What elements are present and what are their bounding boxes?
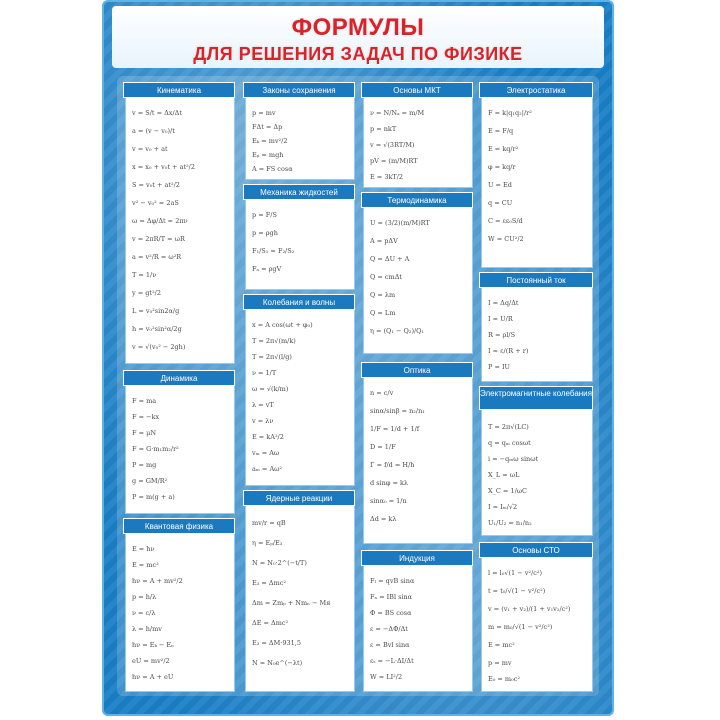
conservation-box: p = mv FΔt = Δp Eₖ = mv²/2 Eₚ = mgh A = FS cosα: [245, 86, 355, 180]
fluids-box: p = F/S p = ρgh F₁/S₁ = F₂/S₂ Fₐ = ρgV: [245, 188, 355, 290]
sto-box: l = l₀√(1 − v²/c²) t = t₀/√(1 − v²/c²) v = (v₁ + v₂)/(1 + v₁v₂/c²) m = m₀/√(1 − v²/c²) E = mc² p = mv E₀ = m₀c²: [481, 546, 593, 692]
section-header-em-oscillations: Электромагнитные колебания: [479, 386, 593, 410]
section-header-sto: Основы СТО: [479, 542, 593, 558]
em-oscillations-box: T = 2π√(LC) q = qₘ cosωt i = −qₘω sinωt X_L = ωL X_C = 1/ωC I = Iₘ/√2 U₁/U₂ = n₁/n₂: [481, 392, 593, 536]
section-header-electrostatics: Электростатика: [479, 82, 593, 98]
formula-panel: [117, 76, 599, 696]
section-header-thermo: Термодинамика: [361, 192, 473, 208]
poster: [102, 0, 614, 716]
poster-subtitle: ДЛЯ РЕШЕНИЯ ЗАДАЧ ПО ФИЗИКЕ: [193, 44, 523, 64]
oscillations-box: x = A cos(ωt + φ₀) T = 2π√(m/k) T = 2π√(l/g) ν = 1/T ω = √(k/m) λ = vT v = λν E = kA²/2 vₘ = Aω aₘ = Aω²: [245, 298, 355, 486]
mkt-box: ν = N/Nₐ = m/M p = nkT v = √(3RT/M) pV = (m/M)RT E = 3kT/2: [363, 86, 473, 188]
nuclear-box: mv/r = qB η = Eₚ/E₃ N = N₀·2^(−t/T) E₃ = Δmc² Δm = Zmₚ + Nmₙ − Mя ΔE = Δmc² E₃ = ΔM·931,5 N = N₀e^(−λt): [245, 494, 355, 692]
section-header-dynamics: Динамика: [123, 370, 235, 386]
dc-box: I = Δq/Δt I = U/R R = ρl/S I = ε/(R + r) P = IU: [481, 276, 593, 382]
section-header-conservation: Законы сохранения: [243, 82, 355, 98]
quantum-box: E = hν E = mc² hν = A + mv²/2 p = h/λ ν = c/λ λ = h/mv hν = Eₖ − Eₙ eU = mv²/2 hν = A + eU: [125, 522, 235, 692]
section-header-fluids: Механика жидкостей: [243, 184, 355, 200]
kinematics-box: v = S/t = Δx/Δt a = (v − v₀)/t v = v₀ + at x = x₀ + v₀t + at²/2 S = v₀t + at²/2 v² − v₀² = 2aS ω = Δφ/Δt = 2πν v = 2πR/T = ωR a = v²/R = ω²R T = 1/ν y = gt²/2 L = v₀²sin2α/g h = v₀²sin²α/2g v = √(v₀² − 2gh): [125, 86, 235, 364]
section-header-optics: Оптика: [361, 362, 473, 378]
section-header-oscillations: Колебания и волны: [243, 294, 355, 310]
section-header-quantum: Квантовая физика: [123, 518, 235, 534]
dynamics-box: F = ma F = −kx F = μN F = G·m₁m₂/r² P = mg g = GM/R² P = m(g + a): [125, 374, 235, 514]
section-header-nuclear: Ядерные реакции: [243, 490, 355, 506]
induction-box: Fₗ = qvB sinα Fₐ = IBl sinα Φ = BS cosα ε = −ΔΦ/Δt ε = Bvl sinα εₛ = −L·ΔI/Δt W = LI²/2: [363, 554, 473, 692]
section-header-dc: Постоянный ток: [479, 272, 593, 288]
section-header-mkt: Основы МКТ: [361, 82, 473, 98]
electrostatics-box: F = k|q₁q₂|/r² E = F/q E = kq/r² φ = kq/r U = Ed q = CU C = εε₀S/d W = CU²/2: [481, 86, 593, 268]
title-band: [112, 6, 604, 68]
thermo-box: U = (3/2)(m/M)RT A = pΔV Q = ΔU + A Q = cmΔt Q = λm Q = Lm η = (Q₁ − Q₂)/Q₁: [363, 196, 473, 354]
optics-box: n = c/v sinα/sinβ = n₂/n₁ 1/F = 1/d + 1/f D = 1/F Γ = f/d = H/h d sinφ = kλ sinα₀ = 1/n Δd = kλ: [363, 366, 473, 544]
section-header-induction: Индукция: [361, 550, 473, 566]
section-header-kinematics: Кинематика: [123, 82, 235, 98]
poster-title: ФОРМУЛЫ: [291, 14, 425, 41]
